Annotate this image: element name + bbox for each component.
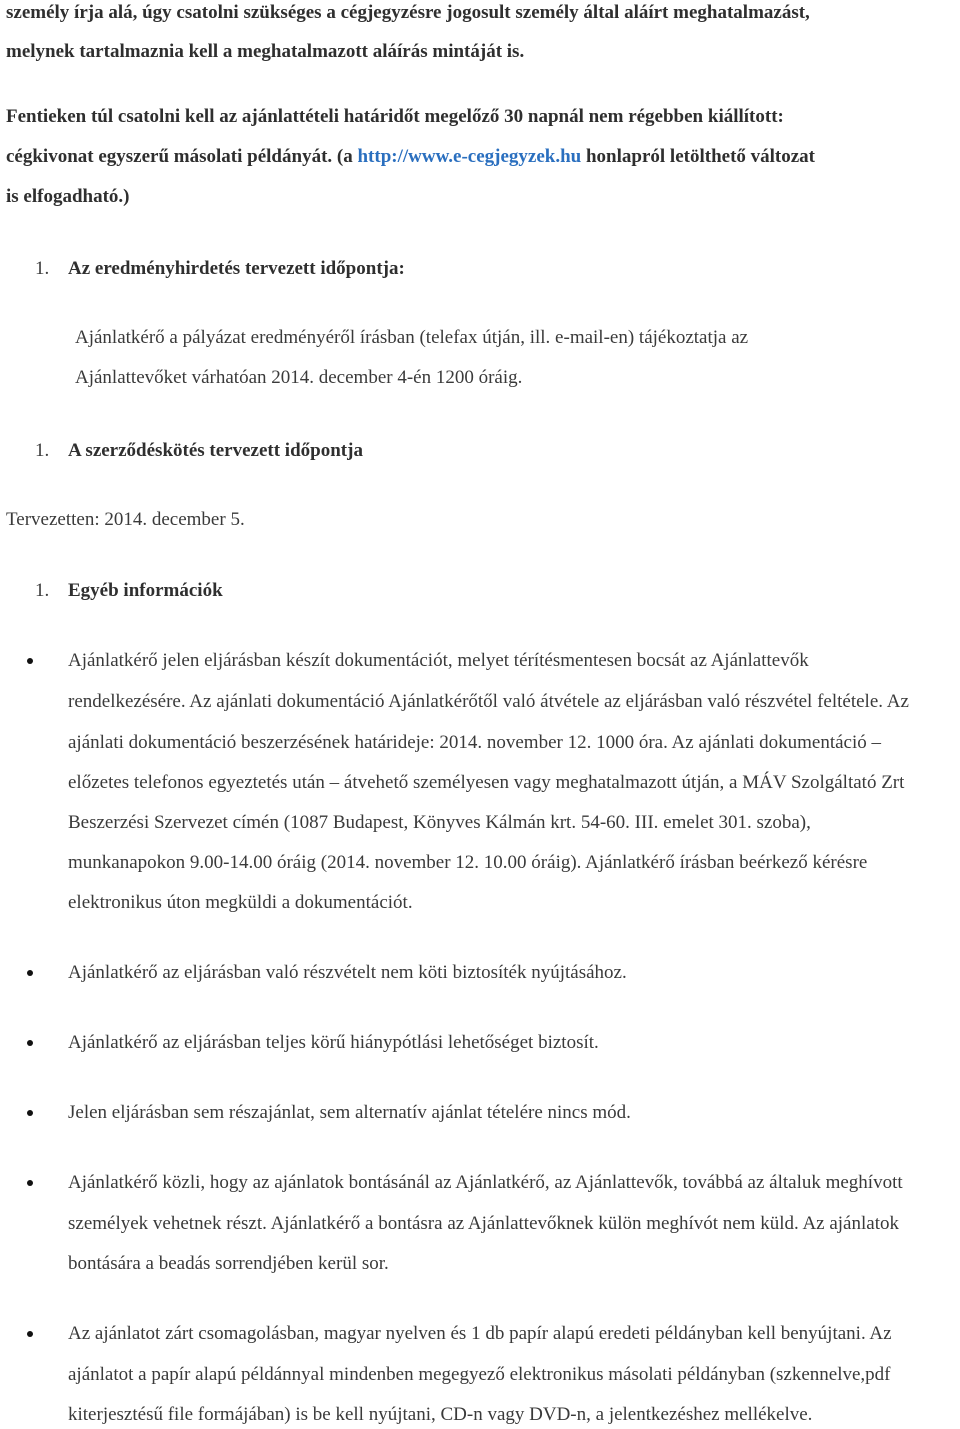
bullet-line: Ajánlatkérő jelen eljárásban készít dokumentációt, melyet térítésmentesen bocsát az Ajánlattevők [68, 650, 809, 671]
bullet-line: rendelkezésére. Az ajánlati dokumentáció Ajánlatkérőtől való átvétele az eljárásban való részvétel feltétele. Az [68, 691, 909, 712]
intro-para2-line-3: is elfogadható.) [6, 186, 130, 207]
bullet-dot-icon [27, 970, 33, 976]
cegjegyzek-link[interactable]: http://www.e-cegjegyzek.hu [357, 146, 582, 167]
bullet-line: személyek vehetnek részt. Ajánlatkérő a bontásra az Ajánlattevőknek külön meghívót nem küld. Az ajánlatok [68, 1213, 899, 1234]
bullet-line: bontására a beadás sorrendjében kerül sor. [68, 1253, 389, 1274]
bullet-dot-icon [27, 1040, 33, 1046]
bullet-line: ajánlati dokumentáció beszerzésének határideje: 2014. november 12. 1000 óra. Az ajánlati dokumentáció – [68, 732, 882, 753]
bullet-line: előzetes telefonos egyeztetés után – átvehető személyesen vagy meghatalmazott útján, a MÁV Szolgáltató Zrt [68, 772, 905, 793]
bullet-line: ajánlatot a papír alapú példánnyal mindenben megegyező elektronikus másolati példányban (szkennelve,pdf [68, 1364, 891, 1385]
bullet-dot-icon [27, 1180, 33, 1186]
section-text-line: Ajánlatkérő a pályázat eredményéről írásban (telefax útján, ill. e-mail-en) tájékoztatja az [75, 327, 749, 348]
bullet-line: Ajánlatkérő az eljárásban teljes körű hiánypótlási lehetőséget biztosít. [68, 1032, 599, 1053]
bullet-line: kiterjesztésű file formájában) is be kell nyújtani, CD-n vagy DVD-n, a jelentkezéshez mellékelve. [68, 1404, 813, 1425]
section-heading-eredmenyhirdetes: Az eredményhirdetés tervezett időpontja: [68, 258, 405, 279]
intro-line-1: személy írja alá, úgy csatolni szükséges a cégjegyzésre jogosult személy által aláírt meghatalmazást, [6, 2, 810, 23]
bullet-dot-icon [27, 1331, 33, 1337]
section-heading-szerzodeskotes: A szerződéskötés tervezett időpontja [68, 440, 363, 461]
bullet-line: Ajánlatkérő az eljárásban való részvételt nem köti biztosíték nyújtásához. [68, 962, 627, 983]
section-heading-egyeb-informaciok: Egyéb információk [68, 580, 223, 601]
section-number: 1. [35, 580, 50, 601]
bullet-line: munkanapokon 9.00-14.00 óráig (2014. november 12. 10.00 óráig). Ajánlatkérő írásban beérkező kérésre [68, 852, 868, 873]
bullet-line: elektronikus úton megküldi a dokumentációt. [68, 892, 413, 913]
bullet-dot-icon [27, 658, 33, 664]
intro-para2-line-2 [6, 146, 815, 168]
section-text-line: Tervezetten: 2014. december 5. [6, 509, 245, 530]
bullet-dot-icon [27, 1110, 33, 1116]
section-number: 1. [35, 440, 50, 461]
intro-line-2: melynek tartalmaznia kell a meghatalmazott aláírás mintáját is. [6, 41, 525, 62]
bullet-line: Jelen eljárásban sem részajánlat, sem alternatív ajánlat tételére nincs mód. [68, 1102, 631, 1123]
section-number: 1. [35, 258, 50, 279]
section-text-line: Ajánlattevőket várhatóan 2014. december 4-én 1200 óráig. [75, 367, 523, 388]
intro-para2-post: honlapról letölthető változat [581, 146, 816, 167]
intro-para2-line-1: Fentieken túl csatolni kell az ajánlattételi határidőt megelőző 30 napnál nem régebben kiállított: [6, 106, 784, 127]
intro-para2-pre: cégkivonat egyszerű másolati példányát. (a [6, 146, 358, 167]
bullet-line: Ajánlatkérő közli, hogy az ajánlatok bontásánál az Ajánlatkérő, az Ajánlattevők, továbbá az általuk meghívott [68, 1172, 903, 1193]
bullet-line: Az ajánlatot zárt csomagolásban, magyar nyelven és 1 db papír alapú eredeti példányban kell benyújtani. Az [68, 1323, 892, 1344]
bullet-line: Beszerzési Szervezet címén (1087 Budapest, Könyves Kálmán krt. 54-60. III. emelet 301. szoba), [68, 812, 811, 833]
